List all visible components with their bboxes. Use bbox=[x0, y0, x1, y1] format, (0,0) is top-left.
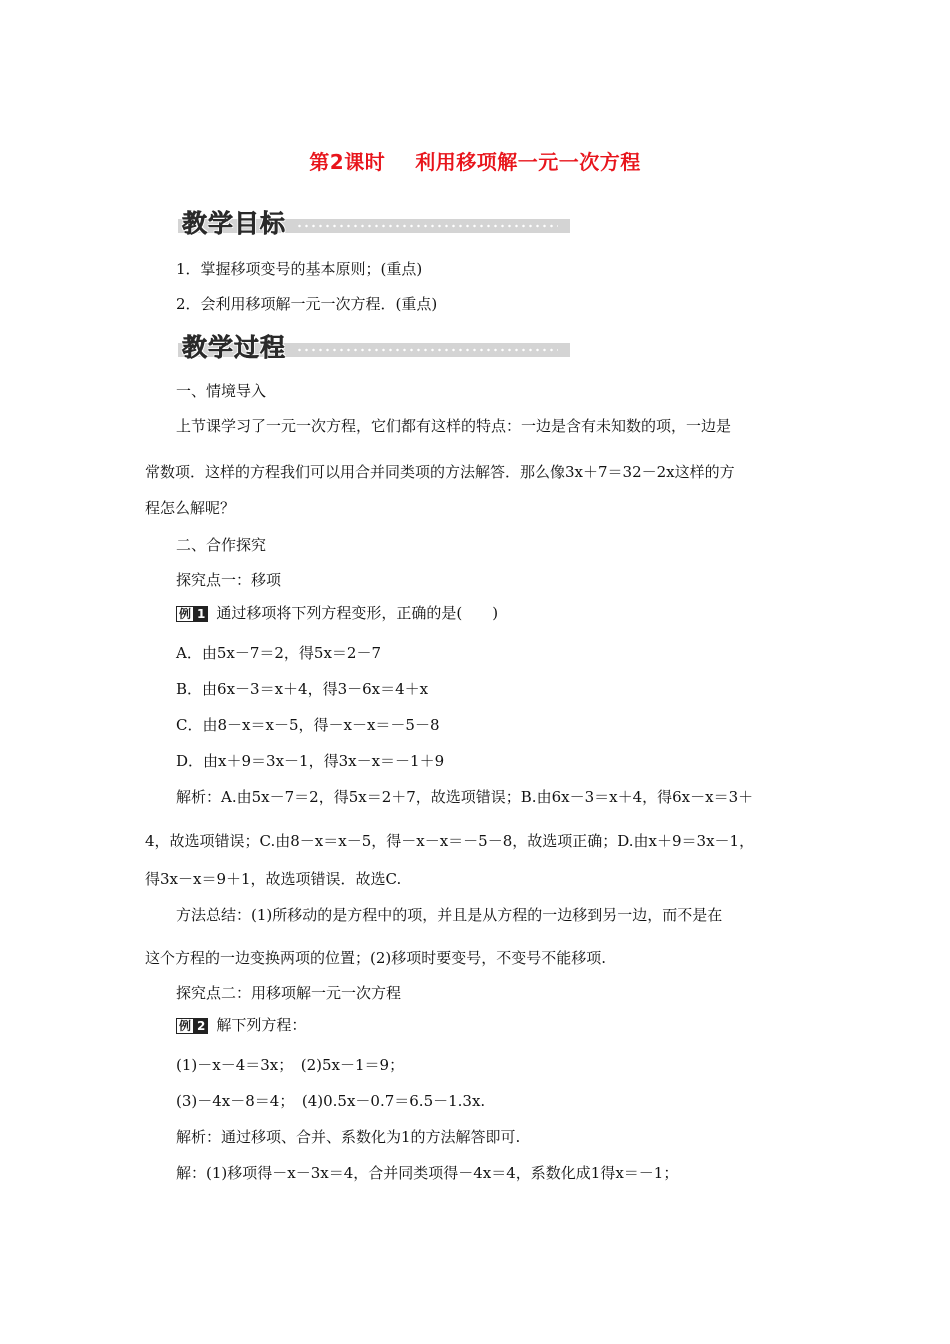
option-d: D．由x＋9＝3x－1，得3x－x＝－1＋9 bbox=[176, 752, 445, 770]
analysis-line: 得3x－x＝9＋1，故选项错误．故选C. bbox=[145, 870, 402, 888]
banner-dots bbox=[296, 348, 558, 352]
paragraph-line: 常数项．这样的方程我们可以用合并同类项的方法解答．那么像3x＋7＝32－2x这样的方 bbox=[145, 463, 735, 481]
option-c: C．由8－x＝x－5，得－x－x＝－5－8 bbox=[176, 716, 440, 734]
section-title-process: 教学过程 bbox=[182, 333, 287, 362]
goal-item-1: 1．掌握移项变号的基本原则；(重点) bbox=[176, 260, 423, 278]
banner-dots bbox=[296, 224, 558, 228]
paragraph-line: 程怎么解呢？ bbox=[145, 499, 236, 517]
analysis-line: 解析：通过移项、合并、系数化为1的方法解答即可. bbox=[176, 1128, 521, 1146]
section-banner-process bbox=[178, 328, 570, 368]
lesson-topic: 利用移项解一元一次方程 bbox=[415, 150, 641, 174]
option-b: B．由6x－3＝x＋4，得3－6x＝4＋x bbox=[176, 680, 429, 698]
equation-list-line: (1)－x－4＝3x； (2)5x－1＝9； bbox=[176, 1056, 405, 1074]
example-badge: 例 1 bbox=[176, 606, 208, 622]
heading-intro: 一、情境导入 bbox=[176, 382, 267, 400]
example-text: 解下列方程： bbox=[216, 1016, 307, 1034]
example-badge: 例 2 bbox=[176, 1018, 208, 1034]
heading-explore: 二、合作探究 bbox=[176, 536, 267, 554]
example-2-prompt bbox=[176, 1015, 306, 1035]
method-summary-line: 方法总结：(1)所移动的是方程中的项，并且是从方程的一边移到另一边，而不是在 bbox=[176, 906, 723, 924]
analysis-line: 解析：A.由5x－7＝2，得5x＝2＋7，故选项错误；B.由6x－3＝x＋4，得6x－x＝3＋ bbox=[176, 788, 754, 806]
solution-line: 解：(1)移项得－x－3x＝4，合并同类项得－4x＝4，系数化成1得x＝－1； bbox=[176, 1164, 679, 1182]
page-title bbox=[0, 146, 950, 175]
analysis-line: 4，故选项错误；C.由8－x＝x－5，得－x－x＝－5－8，故选项正确；D.由x＋9＝3x－1， bbox=[145, 832, 755, 850]
equation-list-line: (3)－4x－8＝4； (4)0.5x－0.7＝6.5－1.3x. bbox=[176, 1092, 486, 1110]
example-text: 通过移项将下列方程变形，正确的是( ) bbox=[216, 604, 499, 622]
section-title-goals: 教学目标 bbox=[182, 209, 287, 238]
subheading-point-1: 探究点一：移项 bbox=[176, 571, 282, 589]
goal-item-2: 2．会利用移项解一元一次方程．(重点) bbox=[176, 295, 438, 313]
lesson-number: 第2课时 bbox=[309, 150, 386, 174]
paragraph-line: 上节课学习了一元一次方程，它们都有这样的特点：一边是含有未知数的项，一边是 bbox=[176, 417, 732, 435]
option-a: A．由5x－7＝2，得5x＝2－7 bbox=[176, 644, 382, 662]
method-summary-line: 这个方程的一边变换两项的位置；(2)移项时要变号，不变号不能移项. bbox=[145, 949, 607, 967]
example-1-prompt bbox=[176, 603, 498, 623]
subheading-point-2: 探究点二：用移项解一元一次方程 bbox=[176, 984, 402, 1002]
section-banner-goals bbox=[178, 204, 570, 244]
